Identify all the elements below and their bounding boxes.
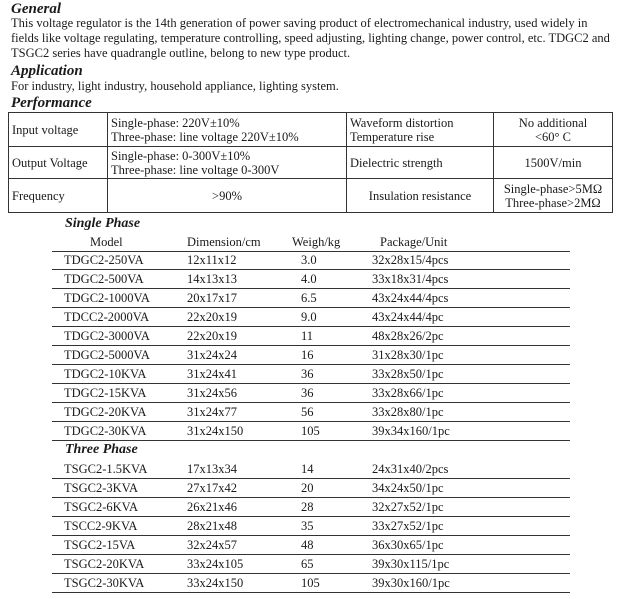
cell-dimension: 28x21x48 [187, 519, 237, 533]
cell-dimension: 31x24x24 [187, 348, 237, 362]
cell-package: 43x24x44/4pc [372, 310, 444, 324]
table-row [52, 479, 570, 498]
table-row [52, 422, 570, 441]
output-three: Three-phase: line voltage 0-300V [111, 162, 280, 177]
output-single: Single-phase: 0-300V±10% [111, 148, 251, 163]
input-voltage-label: Input voltage [9, 113, 108, 147]
cell-weight: 4.0 [301, 272, 317, 286]
cell-weight: 20 [301, 481, 314, 495]
cell-package: 32x27x52/1pc [372, 500, 444, 514]
header-model: Model [90, 235, 123, 249]
frequency-value: >90% [108, 179, 347, 213]
cell-package: 33x28x80/1pc [372, 405, 444, 419]
cell-package: 31x28x30/1pc [372, 348, 444, 362]
table-row [52, 384, 570, 403]
cell-model: TSCC2-9KVA [64, 519, 138, 533]
cell-weight: 36 [301, 367, 314, 381]
cell-dimension: 12x11x12 [187, 253, 237, 267]
input-voltage-spec [108, 113, 347, 147]
insulation-single: Single-phase>5MΩ [503, 181, 603, 196]
table-row [52, 327, 570, 346]
cell-model: TDGC2-1000VA [64, 291, 150, 305]
application-heading: Application [11, 63, 83, 79]
cell-dimension: 32x24x57 [187, 538, 237, 552]
cell-package: 48x28x26/2pc [372, 329, 444, 343]
cell-dimension: 22x20x19 [187, 310, 237, 324]
cell-dimension: 26x21x46 [187, 500, 237, 514]
single-phase-title: Single Phase [65, 216, 141, 231]
cell-weight: 105 [301, 424, 320, 438]
input-single: Single-phase: 220V±10% [111, 115, 240, 130]
application-text: For industry, light industry, household appliance, lighting system. [11, 79, 339, 93]
insulation-three: Three-phase>2MΩ [505, 195, 601, 210]
table-row [52, 403, 570, 422]
cell-weight: 14 [301, 462, 314, 476]
table-row [52, 365, 570, 384]
cell-weight: 28 [301, 500, 314, 514]
header-dimension: Dimension/cm [187, 235, 261, 249]
waveform-temp-label [347, 113, 494, 147]
cell-dimension: 20x17x17 [187, 291, 237, 305]
cell-weight: 48 [301, 538, 314, 552]
cell-model: TDGC2-20KVA [64, 405, 147, 419]
no-additional: No additional [518, 115, 588, 130]
table-row [52, 498, 570, 517]
cell-dimension: 31x24x77 [187, 405, 237, 419]
table-row [52, 308, 570, 327]
cell-weight: 105 [301, 576, 320, 590]
cell-dimension: 22x20x19 [187, 329, 237, 343]
cell-weight: 35 [301, 519, 314, 533]
cell-package: 33x28x50/1pc [372, 367, 444, 381]
dielectric-label: Dielectric strength [347, 147, 494, 179]
dielectric-value: 1500V/min [494, 147, 613, 179]
cell-model: TDGC2-3000VA [64, 329, 150, 343]
cell-dimension: 14x13x13 [187, 272, 237, 286]
cell-model: TSGC2-1.5KVA [64, 462, 148, 476]
cell-dimension: 31x24x150 [187, 424, 244, 438]
table-row [52, 251, 570, 270]
cell-weight: 9.0 [301, 310, 317, 324]
cell-package: 39x30x160/1pc [372, 576, 450, 590]
cell-weight: 36 [301, 386, 314, 400]
cell-model: TDGC2-500VA [64, 272, 144, 286]
cell-dimension: 31x24x56 [187, 386, 237, 400]
cell-package: 39x30x115/1pc [372, 557, 450, 571]
cell-package: 34x24x50/1pc [372, 481, 444, 495]
cell-package: 32x28x15/4pcs [372, 253, 449, 267]
frequency-label: Frequency [9, 179, 108, 213]
table-row [52, 270, 570, 289]
cell-model: TSGC2-3KVA [64, 481, 139, 495]
insulation-label: Insulation resistance [347, 179, 494, 213]
cell-package: 39x34x160/1pc [372, 424, 450, 438]
cell-dimension: 27x17x42 [187, 481, 237, 495]
table-row [52, 346, 570, 365]
temp-label: Temperature rise [350, 129, 435, 144]
cell-model: TSGC2-6KVA [64, 500, 139, 514]
cell-weight: 16 [301, 348, 314, 362]
output-voltage-spec [108, 147, 347, 179]
temp-value: <60° C [534, 129, 571, 144]
single-phase-header [52, 233, 570, 252]
cell-model: TSGC2-30KVA [64, 576, 145, 590]
cell-package: 43x24x44/4pcs [372, 291, 449, 305]
table-row [52, 289, 570, 308]
cell-weight: 56 [301, 405, 314, 419]
cell-dimension: 33x24x150 [187, 576, 244, 590]
cell-model: TSGC2-20KVA [64, 557, 145, 571]
insulation-value [494, 179, 613, 213]
table-row [52, 517, 570, 536]
cell-model: TDGC2-5000VA [64, 348, 150, 362]
cell-weight: 6.5 [301, 291, 317, 305]
waveform-label: Waveform distortion [350, 115, 454, 130]
output-voltage-label: Output Voltage [9, 147, 108, 179]
cell-weight: 3.0 [301, 253, 317, 267]
cell-package: 33x27x52/1pc [372, 519, 444, 533]
cell-package: 36x30x65/1pc [372, 538, 444, 552]
cell-dimension: 17x13x34 [187, 462, 237, 476]
performance-heading: Performance [11, 95, 92, 111]
cell-dimension: 33x24x105 [187, 557, 244, 571]
cell-weight: 11 [301, 329, 314, 343]
header-weight: Weigh/kg [292, 235, 341, 249]
cell-package: 24x31x40/2pcs [372, 462, 449, 476]
input-three: Three-phase: line voltage 220V±10% [111, 129, 299, 144]
performance-table [8, 112, 613, 213]
general-text: This voltage regulator is the 14th generation of power saving product of electromechanical industry, used widely in fields like voltage regulating, temperature controlling, speed adjusting, lighting change, power control, etc. TDGC2 and TSGC2 series have quadrangle outline, belong to new type product. [11, 16, 610, 60]
table-row [52, 536, 570, 555]
table-row [52, 460, 570, 479]
table-row [52, 574, 570, 593]
cell-model: TDGC2-250VA [64, 253, 144, 267]
cell-package: 33x28x66/1pc [372, 386, 444, 400]
cell-model: TSGC2-15VA [64, 538, 136, 552]
cell-package: 33x18x31/4pcs [372, 272, 449, 286]
three-phase-title: Three Phase [65, 442, 138, 457]
cell-model: TDGC2-15KVA [64, 386, 147, 400]
general-heading: General [11, 1, 61, 17]
cell-model: TDCC2-2000VA [64, 310, 150, 324]
header-package: Package/Unit [380, 235, 448, 249]
table-row [52, 555, 570, 574]
waveform-temp-value [494, 113, 613, 147]
cell-model: TDGC2-10KVA [64, 367, 147, 381]
cell-model: TDGC2-30KVA [64, 424, 147, 438]
cell-weight: 65 [301, 557, 314, 571]
cell-dimension: 31x24x41 [187, 367, 237, 381]
